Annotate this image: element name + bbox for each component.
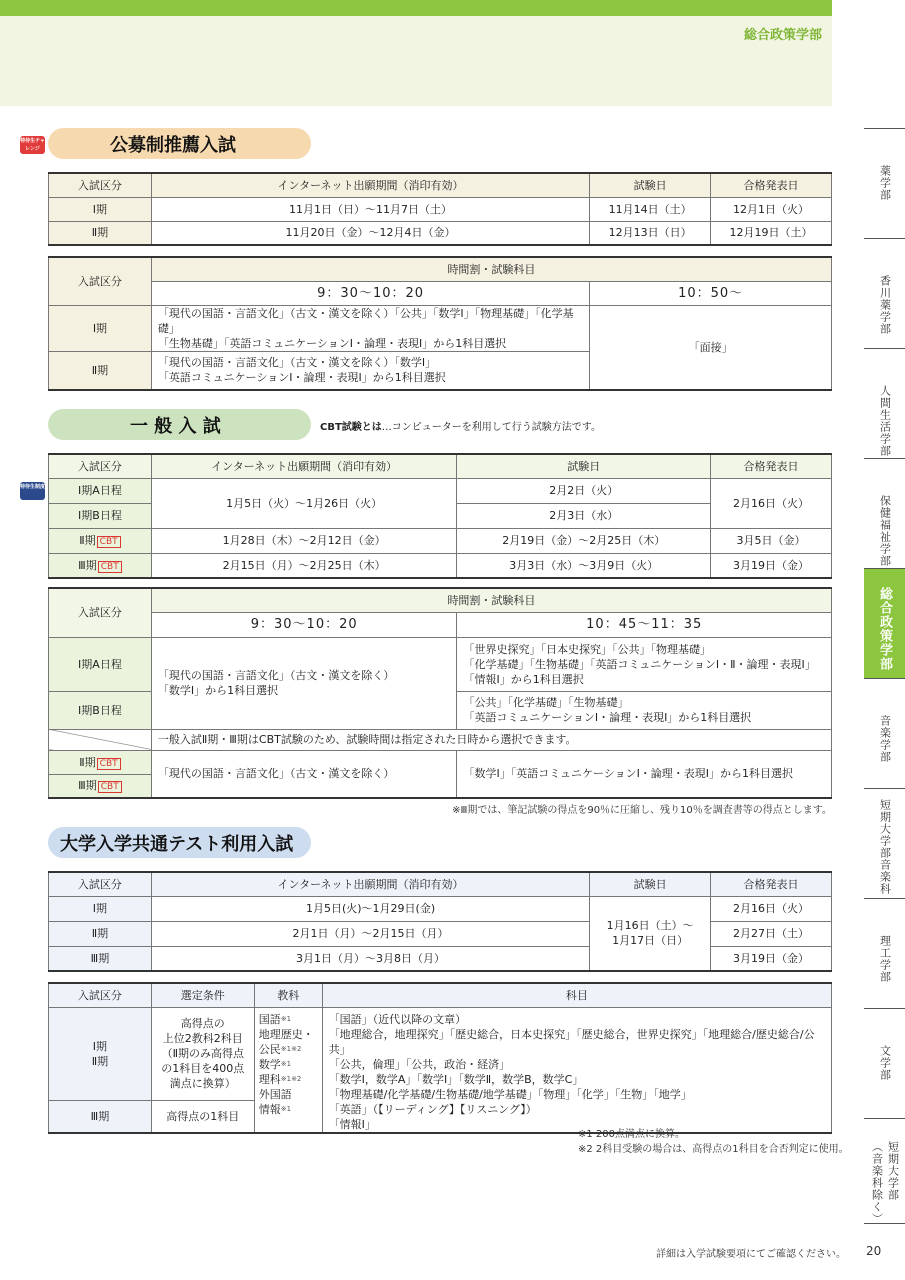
- general-footnote: ※Ⅲ期では、筆記試験の得点を90％に圧縮し、残り10％を調査書等の得点とします。: [452, 805, 832, 816]
- common-schedule-table: [48, 871, 832, 972]
- footer-note: 詳細は入学試験要項にてご確認ください。: [656, 1249, 846, 1260]
- interview-cell: 「面接」: [590, 305, 832, 390]
- table-header: 入試区分: [49, 983, 152, 1007]
- table-cell: 2月3日（水）: [457, 503, 711, 528]
- subjects-line: 「数学Ⅰ」から1科目選択: [157, 684, 279, 697]
- subjects-line: 「化学基礎」「生物基礎」「英語コミュニケーションⅠ・Ⅱ・論理・表現Ⅰ」: [463, 657, 816, 671]
- subjects-cell: [151, 637, 457, 729]
- row-label: [49, 750, 152, 774]
- table-header: 合格発表日: [711, 173, 832, 197]
- table-cell: 12月19日（土）: [711, 221, 832, 245]
- table-cell: 2月16日（火）: [711, 896, 832, 921]
- sidebar-item-literature[interactable]: [864, 1008, 905, 1118]
- table-cell: 2月15日（月）～2月25日（木）: [151, 553, 457, 578]
- row-label: Ⅲ期: [49, 946, 152, 971]
- table-cell: 11月20日（金）～12月4日（金）: [151, 221, 589, 245]
- sidebar-item-label: 人間生活学部: [878, 385, 892, 457]
- condition-line: 満点に換算）: [169, 1077, 236, 1091]
- condition-line: の1科目を400点: [161, 1062, 245, 1076]
- table-cell: 11月1日（日）～11月7日（土）: [151, 197, 589, 221]
- subject-area-cell: [254, 1007, 322, 1133]
- subjects-line: 「現代の国語・言語文化」（古文・漢文を除く）「数学Ⅰ」: [157, 356, 437, 370]
- cbt-definition-term: CBT試験とは: [320, 422, 382, 433]
- sidebar-item-label: 短期大学部音楽科: [878, 799, 892, 895]
- row-label-text: Ⅲ期: [78, 558, 97, 572]
- tokutaisei-challenge-badge: 特待生チャレンジ: [20, 138, 45, 152]
- sidebar-item-pharmacy[interactable]: [864, 128, 905, 238]
- condition-cell: [151, 1007, 254, 1100]
- table-cell: 1月5日（火）～1月26日（火）: [151, 478, 457, 528]
- table-header: インターネット出願期間（消印有効）: [151, 872, 589, 896]
- subject-line: 「数学Ⅰ，数学A」「数学Ⅰ」「数学Ⅱ，数学B，数学C」: [328, 1072, 584, 1086]
- subject-area: 情報$^{※1}$: [258, 1102, 292, 1116]
- sidebar-item-junior-college[interactable]: [864, 1118, 905, 1224]
- condition-cell: 高得点の1科目: [151, 1100, 254, 1132]
- row-label: [49, 1007, 152, 1100]
- exam-date-cell: [590, 896, 711, 971]
- time-slot: 9：30～10：20: [151, 612, 457, 637]
- table-cell: 12月1日（火）: [711, 197, 832, 221]
- subject-area: 国語$^{※1}$: [258, 1012, 292, 1026]
- general-subjects-table: [48, 587, 832, 799]
- table-cell: 11月14日（土）: [590, 197, 711, 221]
- sidebar-item-science-engineering[interactable]: [864, 898, 905, 1008]
- exam-date-line: 1月16日（土）～: [606, 919, 694, 933]
- subjects-cell: [151, 351, 589, 390]
- table-header: 入試区分: [49, 257, 152, 305]
- row-label: Ⅰ期A日程: [49, 637, 152, 691]
- table-cell: 3月5日（金）: [711, 528, 832, 553]
- table-header: 科目: [322, 983, 831, 1007]
- row-label: Ⅰ期: [49, 305, 152, 351]
- sidebar-item-label: 音楽学部: [878, 715, 892, 763]
- table-header: 時間割・試験科目: [151, 588, 831, 612]
- row-label: Ⅰ期B日程: [49, 503, 152, 528]
- page-header: [0, 0, 832, 106]
- time-slot: 10：45～11：35: [457, 612, 832, 637]
- table-cell: 3月19日（金）: [711, 946, 832, 971]
- sidebar-item-label: 理工学部: [878, 935, 892, 983]
- section-title-common: 大学入学共通テスト利用入試: [48, 827, 311, 858]
- common-subjects-table: [48, 982, 832, 1134]
- condition-line: （Ⅱ期のみ高得点: [161, 1047, 245, 1061]
- time-slot: 10：50～: [590, 281, 832, 305]
- subject-area: 外国語: [258, 1087, 292, 1101]
- sidebar-item-label: 保健福祉学部: [878, 495, 892, 567]
- table-cell: 2月2日（火）: [457, 478, 711, 503]
- table-cell: 3月3日（水）～3月9日（火）: [457, 553, 711, 578]
- subjects-line: 「情報Ⅰ」から1科目選択: [463, 672, 584, 686]
- common-note-1: ※1 200点満点に換算。: [578, 1129, 686, 1140]
- table-header: 合格発表日: [711, 454, 832, 478]
- cbt-tag: CBT: [97, 536, 121, 548]
- subjects-line: 「英語コミュニケーションⅠ・論理・表現Ⅰ」から1科目選択: [463, 711, 752, 724]
- sidebar-item-policy-studies[interactable]: [864, 568, 905, 678]
- table-header: 時間割・試験科目: [151, 257, 831, 281]
- general-schedule-table: [48, 453, 832, 579]
- table-header: 入試区分: [49, 588, 152, 637]
- table-cell: 2月1日（月）～2月15日（月）: [151, 921, 589, 946]
- cbt-tag: CBT: [98, 561, 122, 573]
- row-label: Ⅱ期: [49, 221, 152, 245]
- sidebar-item-label: 香川薬学部: [878, 275, 892, 335]
- subjects-line: 「英語コミュニケーションⅠ・論理・表現Ⅰ」から1科目選択: [157, 371, 446, 385]
- recommend-schedule-table: [48, 172, 832, 246]
- table-cell: 2月19日（金）～2月25日（木）: [457, 528, 711, 553]
- diagonal-cell: [49, 729, 152, 750]
- sidebar-item-junior-college-music[interactable]: [864, 788, 905, 898]
- time-slot: 9：30～10：20: [151, 281, 589, 305]
- subjects-list-cell: [322, 1007, 831, 1133]
- table-header: 入試区分: [49, 173, 152, 197]
- table-header: 入試区分: [49, 872, 152, 896]
- table-header: 選定条件: [151, 983, 254, 1007]
- subject-area: 数学$^{※1}$: [258, 1057, 292, 1071]
- sidebar-item-label: 文学部: [878, 1045, 892, 1081]
- table-cell: 1月5日(火)～1月29日(金): [151, 896, 589, 921]
- subjects-cell: [457, 637, 832, 691]
- row-label: Ⅱ期: [49, 351, 152, 390]
- cbt-definition: [320, 418, 601, 433]
- exam-date-line: 1月17日（日）: [612, 934, 689, 948]
- table-header: 試験日: [590, 173, 711, 197]
- sidebar-item-label: 短期大学部（音楽科除く）: [870, 1141, 900, 1225]
- row-label-line: Ⅱ期: [91, 1054, 109, 1068]
- subjects-line: 「世界史探究」「日本史探究」「公共」「物理基礎」: [463, 642, 711, 656]
- table-header: 試験日: [590, 872, 711, 896]
- subject-line: 「地理総合，地理探究」「歴史総合，日本史探究」「歴史総合，世界史探究」「地理総合/歴史総合/公共」: [328, 1027, 815, 1056]
- row-label: Ⅰ期B日程: [49, 691, 152, 729]
- table-cell: 3月1日（月）～3月8日（月）: [151, 946, 589, 971]
- section-title-general: 一 般 入 試: [48, 409, 311, 440]
- sidebar-item-health-welfare[interactable]: [864, 458, 905, 568]
- sidebar-item-label: 総合政策学部: [877, 587, 892, 671]
- row-label: [49, 553, 152, 578]
- table-cell: 2月16日（火）: [711, 478, 832, 528]
- row-label-line: Ⅰ期: [92, 1039, 108, 1053]
- common-note-2: ※2 2科目受験の場合は、高得点の1科目を合否判定に使用。: [578, 1144, 849, 1155]
- subject-line: 「公共，倫理」「公共，政治・経済」: [328, 1057, 511, 1071]
- page-number: 20: [866, 1244, 882, 1258]
- cbt-definition-text: …コンピューターを利用して行う試験方法です。: [381, 422, 601, 433]
- cbt-tag: CBT: [98, 781, 122, 793]
- row-label-text: Ⅱ期: [79, 755, 96, 769]
- sidebar-item-label: 薬学部: [878, 165, 892, 201]
- header-accent-strip: [0, 0, 832, 16]
- recommend-subjects-table: [48, 256, 832, 391]
- cbt-tag: CBT: [97, 758, 121, 770]
- row-label: [49, 774, 152, 798]
- cbt-notice: 一般入試Ⅱ期・Ⅲ期はCBT試験のため、試験時間は指定された日時から選択できます。: [151, 729, 831, 750]
- subjects-cell: [457, 691, 832, 729]
- sidebar-item-kagawa-pharmacy[interactable]: [864, 238, 905, 348]
- row-label: Ⅰ期: [49, 896, 152, 921]
- row-label-text: Ⅱ期: [79, 534, 96, 547]
- table-header: 入試区分: [49, 454, 152, 478]
- subjects-line: 「公共」「化学基礎」「生物基礎」: [463, 696, 629, 709]
- table-header: 教科: [254, 983, 322, 1007]
- department-title: 総合政策学部: [743, 28, 822, 43]
- row-label: Ⅱ期: [49, 921, 152, 946]
- subjects-cell: 「数学Ⅰ」「英語コミュニケーションⅠ・論理・表現Ⅰ」から1科目選択: [457, 750, 832, 798]
- subject-area: 理科$^{※1※2}$: [258, 1072, 302, 1086]
- table-header: インターネット出願期間（消印有効）: [151, 454, 457, 478]
- sidebar-item-human-life[interactable]: [864, 348, 905, 458]
- subjects-cell: 「現代の国語・言語文化」（古文・漢文を除く）: [151, 750, 457, 798]
- table-cell: 1月28日（木）～2月12日（金）: [151, 528, 457, 553]
- subject-area: 公民$^{※1※2}$: [258, 1042, 302, 1056]
- table-cell: 3月19日（金）: [711, 553, 832, 578]
- subject-line: 「情報Ⅰ」: [328, 1117, 376, 1131]
- subject-line: 「国語」（近代以降の文章）: [328, 1012, 467, 1026]
- table-header: インターネット出願期間（消印有効）: [151, 173, 589, 197]
- condition-line: 上位2教科2科目: [162, 1032, 243, 1046]
- table-header: 合格発表日: [711, 872, 832, 896]
- table-cell: 12月13日（日）: [590, 221, 711, 245]
- row-label: Ⅰ期A日程: [49, 478, 152, 503]
- subjects-line: 「現代の国語・言語文化」（古文・漢文を除く）「公共」「数学Ⅰ」「物理基礎」「化学基礎」: [157, 306, 574, 335]
- section-title-recommend: 公募制推薦入試: [48, 128, 311, 159]
- tokutaisei-badge: 特待生制度: [20, 482, 45, 500]
- subjects-line: 「生物基礎」「英語コミュニケーションⅠ・論理・表現Ⅰ」から1科目選択: [157, 336, 507, 350]
- row-label: Ⅰ期: [49, 197, 152, 221]
- table-header: 試験日: [457, 454, 711, 478]
- subjects-cell: [151, 305, 589, 351]
- sidebar-item-music[interactable]: [864, 678, 905, 788]
- subject-area: 地理歴史・: [258, 1027, 314, 1041]
- row-label-text: Ⅲ期: [78, 779, 97, 793]
- subject-line: 「英語」（【リーディング】【リスニング】）: [328, 1102, 537, 1116]
- subject-line: 「物理基礎/化学基礎/生物基礎/地学基礎」「物理」「化学」「生物」「地学」: [328, 1087, 692, 1101]
- row-label: [49, 528, 152, 553]
- row-label: Ⅲ期: [49, 1100, 152, 1132]
- condition-line: 高得点の: [180, 1017, 225, 1031]
- subjects-line: 「現代の国語・言語文化」（古文・漢文を除く）: [157, 669, 395, 682]
- table-cell: 2月27日（土）: [711, 921, 832, 946]
